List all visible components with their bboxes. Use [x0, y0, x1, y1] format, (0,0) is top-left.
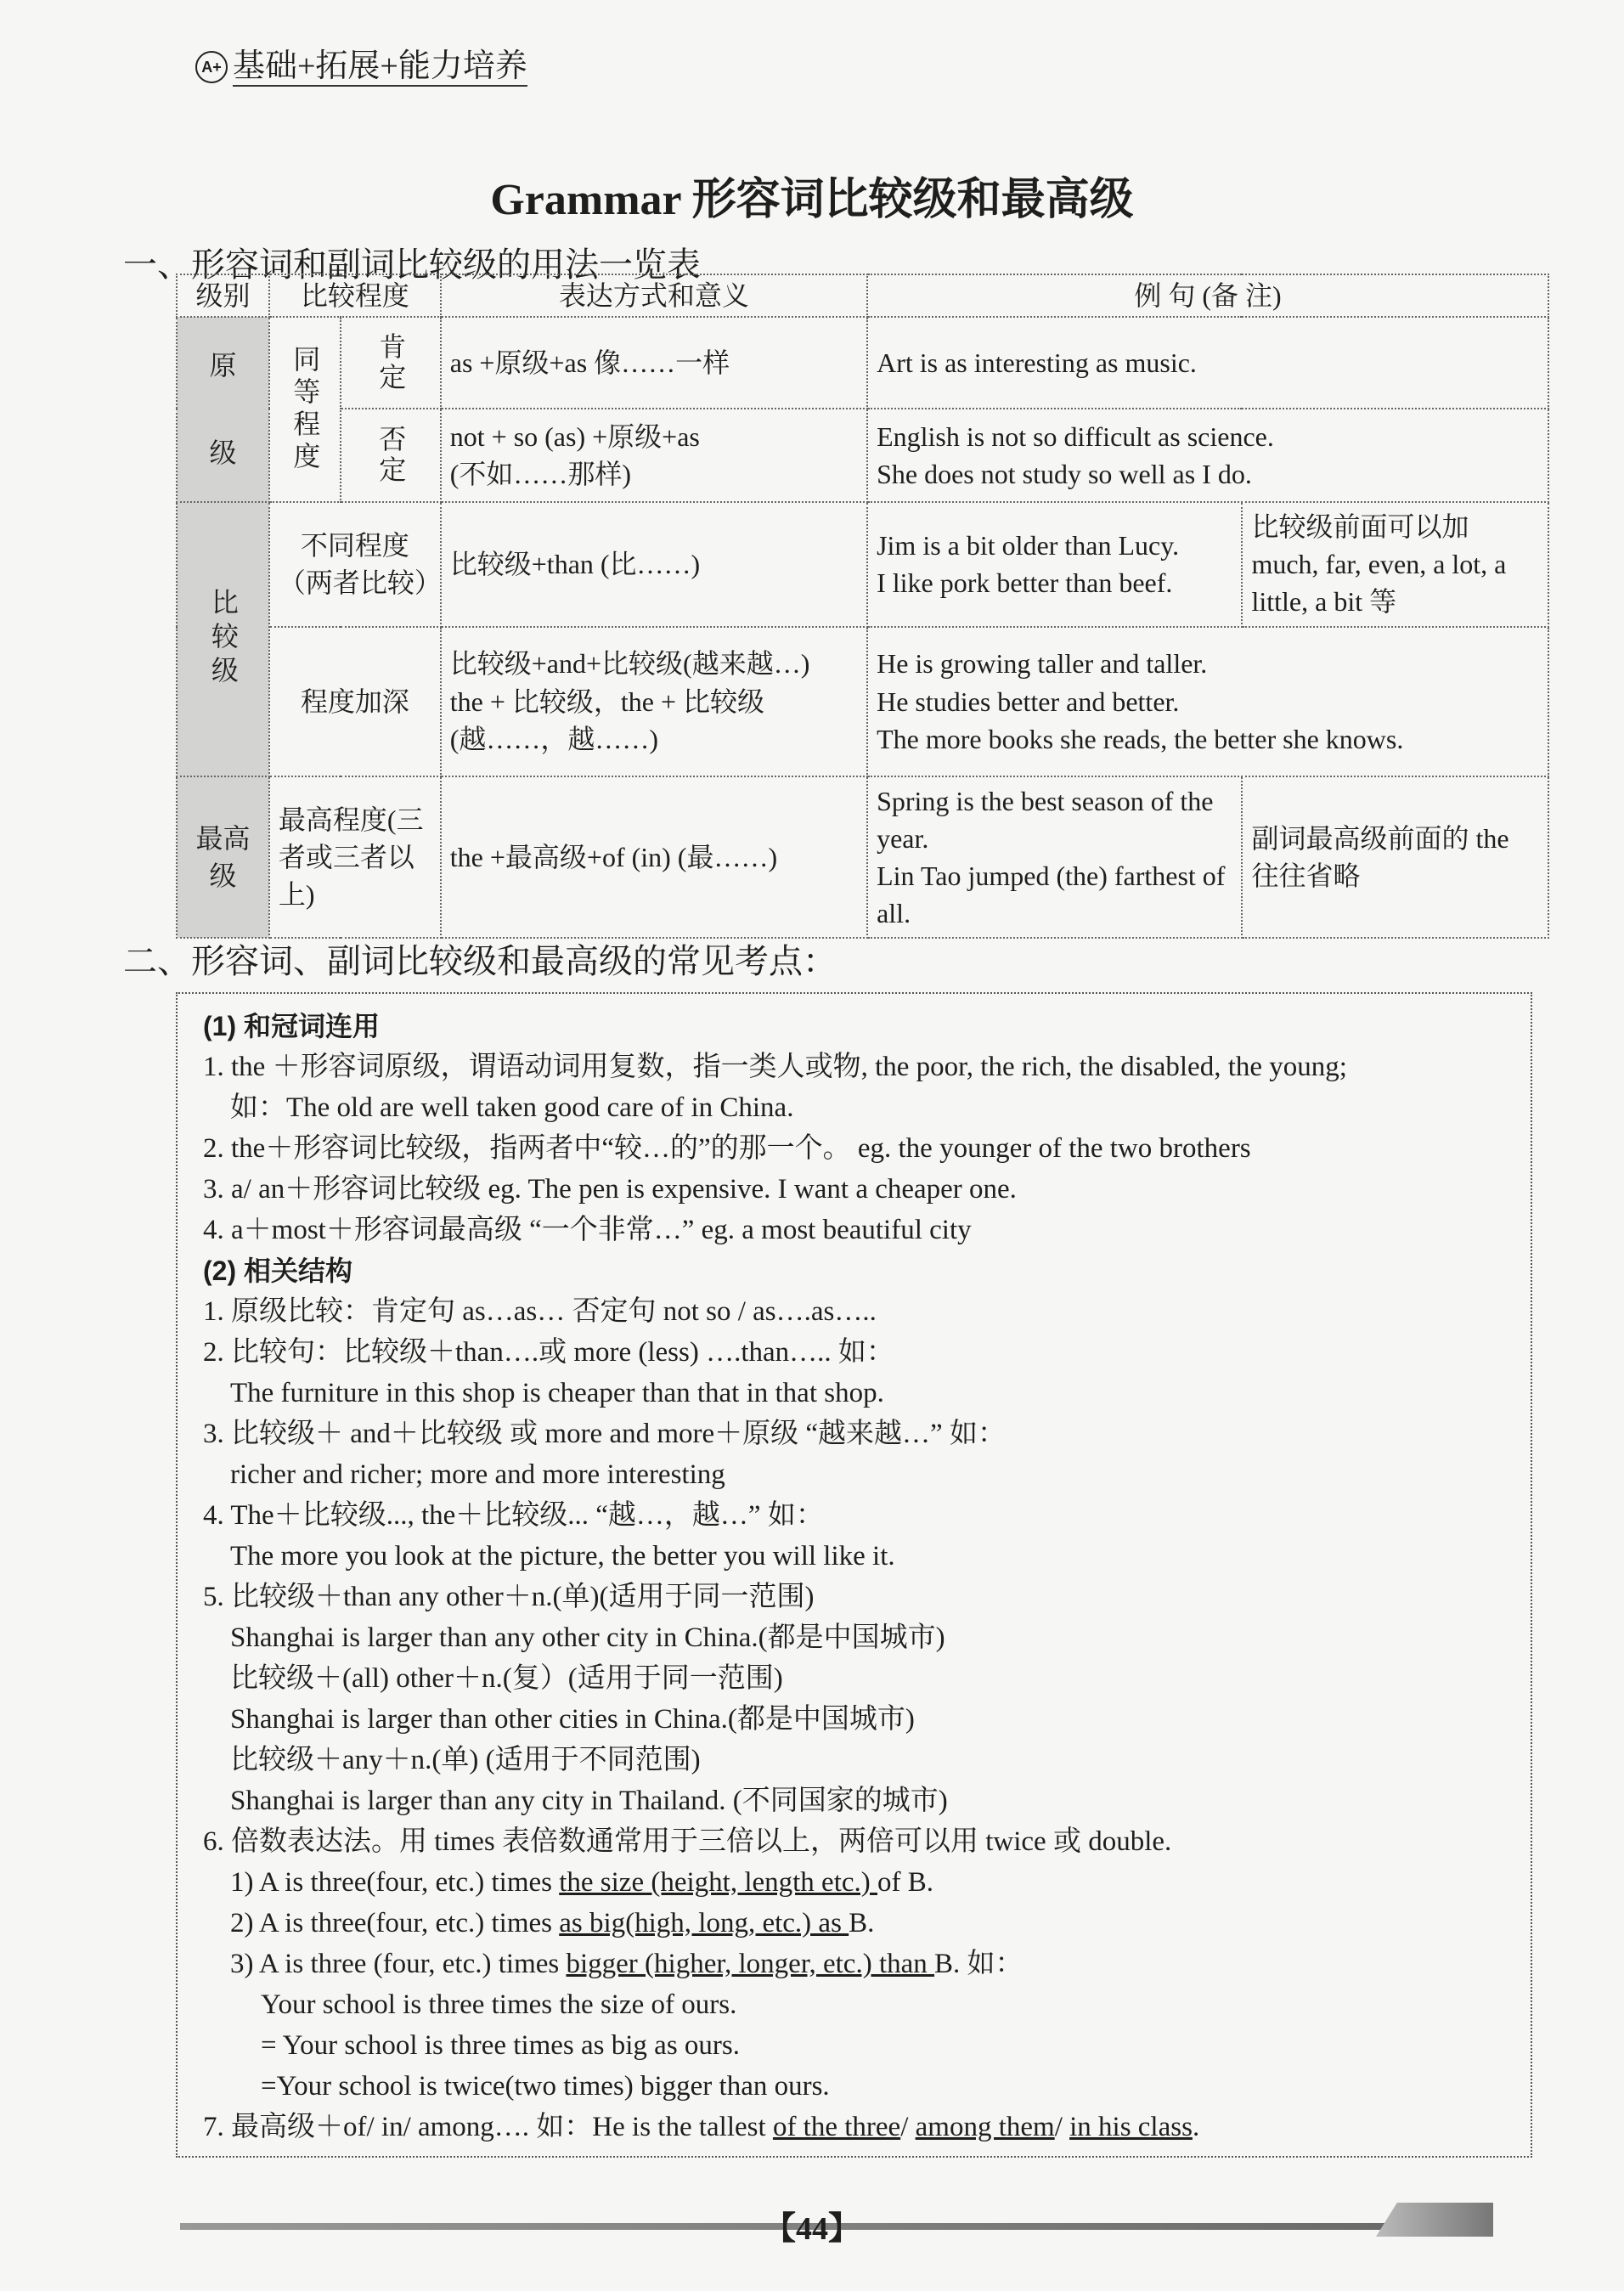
- col-header-expression: 表达方式和意义: [441, 274, 867, 317]
- example-cell: English is not so difficult as science. She does not study so well as I do.: [867, 409, 1548, 502]
- degree-deepen: 程度加深: [269, 627, 441, 776]
- col-header-level: 级别: [177, 274, 269, 317]
- example-cell: He is growing taller and taller. He studies better and better. The more books she reads, the better she knows.: [867, 627, 1548, 776]
- expression-cell: 比较级+than (比……): [441, 502, 867, 626]
- list-item: 2) A is three(four, etc.) times as big(high, long, etc.) as B.: [230, 1908, 875, 1938]
- table-header-row: [177, 274, 1548, 317]
- expression-cell: as +原级+as 像……一样: [441, 317, 867, 409]
- example-cell: Art is as interesting as music.: [867, 317, 1548, 409]
- list-item: 2. 比较句：比较级＋than….或 more (less) ….than….. 如：: [203, 1337, 894, 1368]
- section1-heading: 一、形容词和副词比较级的用法一览表: [123, 245, 701, 284]
- page-header: [195, 48, 527, 87]
- expression-cell: 比较级+and+比较级(越来越…) the + 比较级，the + 比较级 (越……，越……): [441, 627, 867, 776]
- notes-box: [176, 992, 1532, 2158]
- list-item: 3. a/ an＋形容词比较级 eg. The pen is expensive. I want a cheaper one.: [203, 1174, 1017, 1205]
- list-item: The more you look at the picture, the better you will like it.: [230, 1541, 895, 1572]
- list-item: 6. 倍数表达法。用 times 表倍数通常用于三倍以上，两倍可以用 twice 或 double.: [203, 1826, 1172, 1857]
- expression-cell: the +最高级+of (in) (最……): [441, 776, 867, 939]
- list-item: The furniture in this shop is cheaper than that in that shop.: [230, 1378, 884, 1408]
- list-item: 4. a＋most＋形容词最高级 “一个非常…” eg. a most beautiful city: [203, 1215, 972, 1245]
- note-cell: 副词最高级前面的 the 往往省略: [1242, 776, 1548, 939]
- list-item: 1. the ＋形容词原级，谓语动词用复数，指一类人或物, the poor, the rich, the disabled, the young;: [203, 1052, 1347, 1082]
- example-cell: Spring is the best season of the year. Lin Tao jumped (the) farthest of all.: [867, 776, 1242, 939]
- col-header-example: 例 句 (备 注): [867, 274, 1548, 317]
- list-item: 比较级＋any＋n.(单) (适用于不同范围): [230, 1745, 701, 1775]
- subheading: (1) 和冠词连用: [203, 1011, 381, 1041]
- grammar-table: [176, 274, 1549, 939]
- table-row: [177, 502, 1548, 626]
- list-item: 1) A is three(four, etc.) times the size (height, length etc.) of B.: [230, 1867, 934, 1898]
- degree-equal: 同等程度: [269, 317, 341, 502]
- list-item: Your school is three times the size of ours.: [261, 1989, 737, 2020]
- note-cell: 比较级前面可以加 much, far, even, a lot, a little, a bit 等: [1242, 502, 1548, 626]
- header-text: 基础+拓展+能力培养: [233, 48, 527, 87]
- expression-cell: not + so (as) +原级+as (不如……那样): [441, 409, 867, 502]
- subheading: (2) 相关结构: [203, 1256, 353, 1286]
- table-row: [177, 409, 1548, 502]
- example-cell: Jim is a bit older than Lucy. I like pork better than beef.: [867, 502, 1242, 626]
- section2-heading: 二、形容词、副词比较级和最高级的常见考点：: [123, 942, 837, 980]
- list-item: 3) A is three (four, etc.) times bigger (higher, longer, etc.) than B. 如：: [230, 1949, 1023, 1979]
- degree-highest: 最高程度(三者或三者以上): [269, 776, 441, 939]
- brand-logo-icon: A+: [195, 51, 228, 83]
- page-title: Grammar 形容词比较级和最高级: [490, 176, 1134, 224]
- list-item: Shanghai is larger than any other city in China.(都是中国城市): [230, 1622, 945, 1653]
- list-item: Shanghai is larger than any city in Thailand. (不同国家的城市): [230, 1786, 948, 1816]
- list-item: richer and richer; more and more interesting: [230, 1459, 725, 1490]
- affirmative-label: 肯定: [341, 317, 441, 409]
- col-header-degree: 比较程度: [269, 274, 441, 317]
- page-number: 【44】: [763, 2211, 860, 2247]
- list-item: 7. 最高级＋of/ in/ among…. 如：He is the tallest of the three/ among them/ in his class.: [203, 2112, 1200, 2142]
- list-item: = Your school is three times as big as ours.: [261, 2030, 740, 2061]
- list-item: 1. 原级比较：肯定句 as…as… 否定句 not so / as….as…..: [203, 1296, 877, 1327]
- table-row: [177, 627, 1548, 776]
- table-row: [177, 317, 1548, 409]
- level-positive: 原 级: [177, 317, 269, 502]
- negative-label: 否定: [341, 409, 441, 502]
- list-item: 5. 比较级＋than any other＋n.(单)(适用于同一范围): [203, 1582, 815, 1612]
- level-superlative: 最高级: [177, 776, 269, 939]
- list-item: 比较级＋(all) other＋n.(复）(适用于同一范围): [230, 1663, 783, 1694]
- table-row: [177, 776, 1548, 939]
- list-item: =Your school is twice(two times) bigger than ours.: [261, 2071, 830, 2102]
- level-comparative: 比较级: [177, 502, 269, 776]
- list-item: 如：The old are well taken good care of in China.: [230, 1092, 794, 1123]
- list-item: Shanghai is larger than other cities in China.(都是中国城市): [230, 1704, 915, 1735]
- list-item: 4. The＋比较级..., the＋比较级... “越…，越…” 如：: [203, 1500, 824, 1531]
- list-item: 3. 比较级＋ and＋比较级 或 more and more＋原级 “越来越…” 如：: [203, 1419, 1006, 1449]
- degree-different: 不同程度（两者比较）: [269, 502, 441, 626]
- list-item: 2. the＋形容词比较级，指两者中“较…的”的那一个。 eg. the younger of the two brothers: [203, 1133, 1251, 1164]
